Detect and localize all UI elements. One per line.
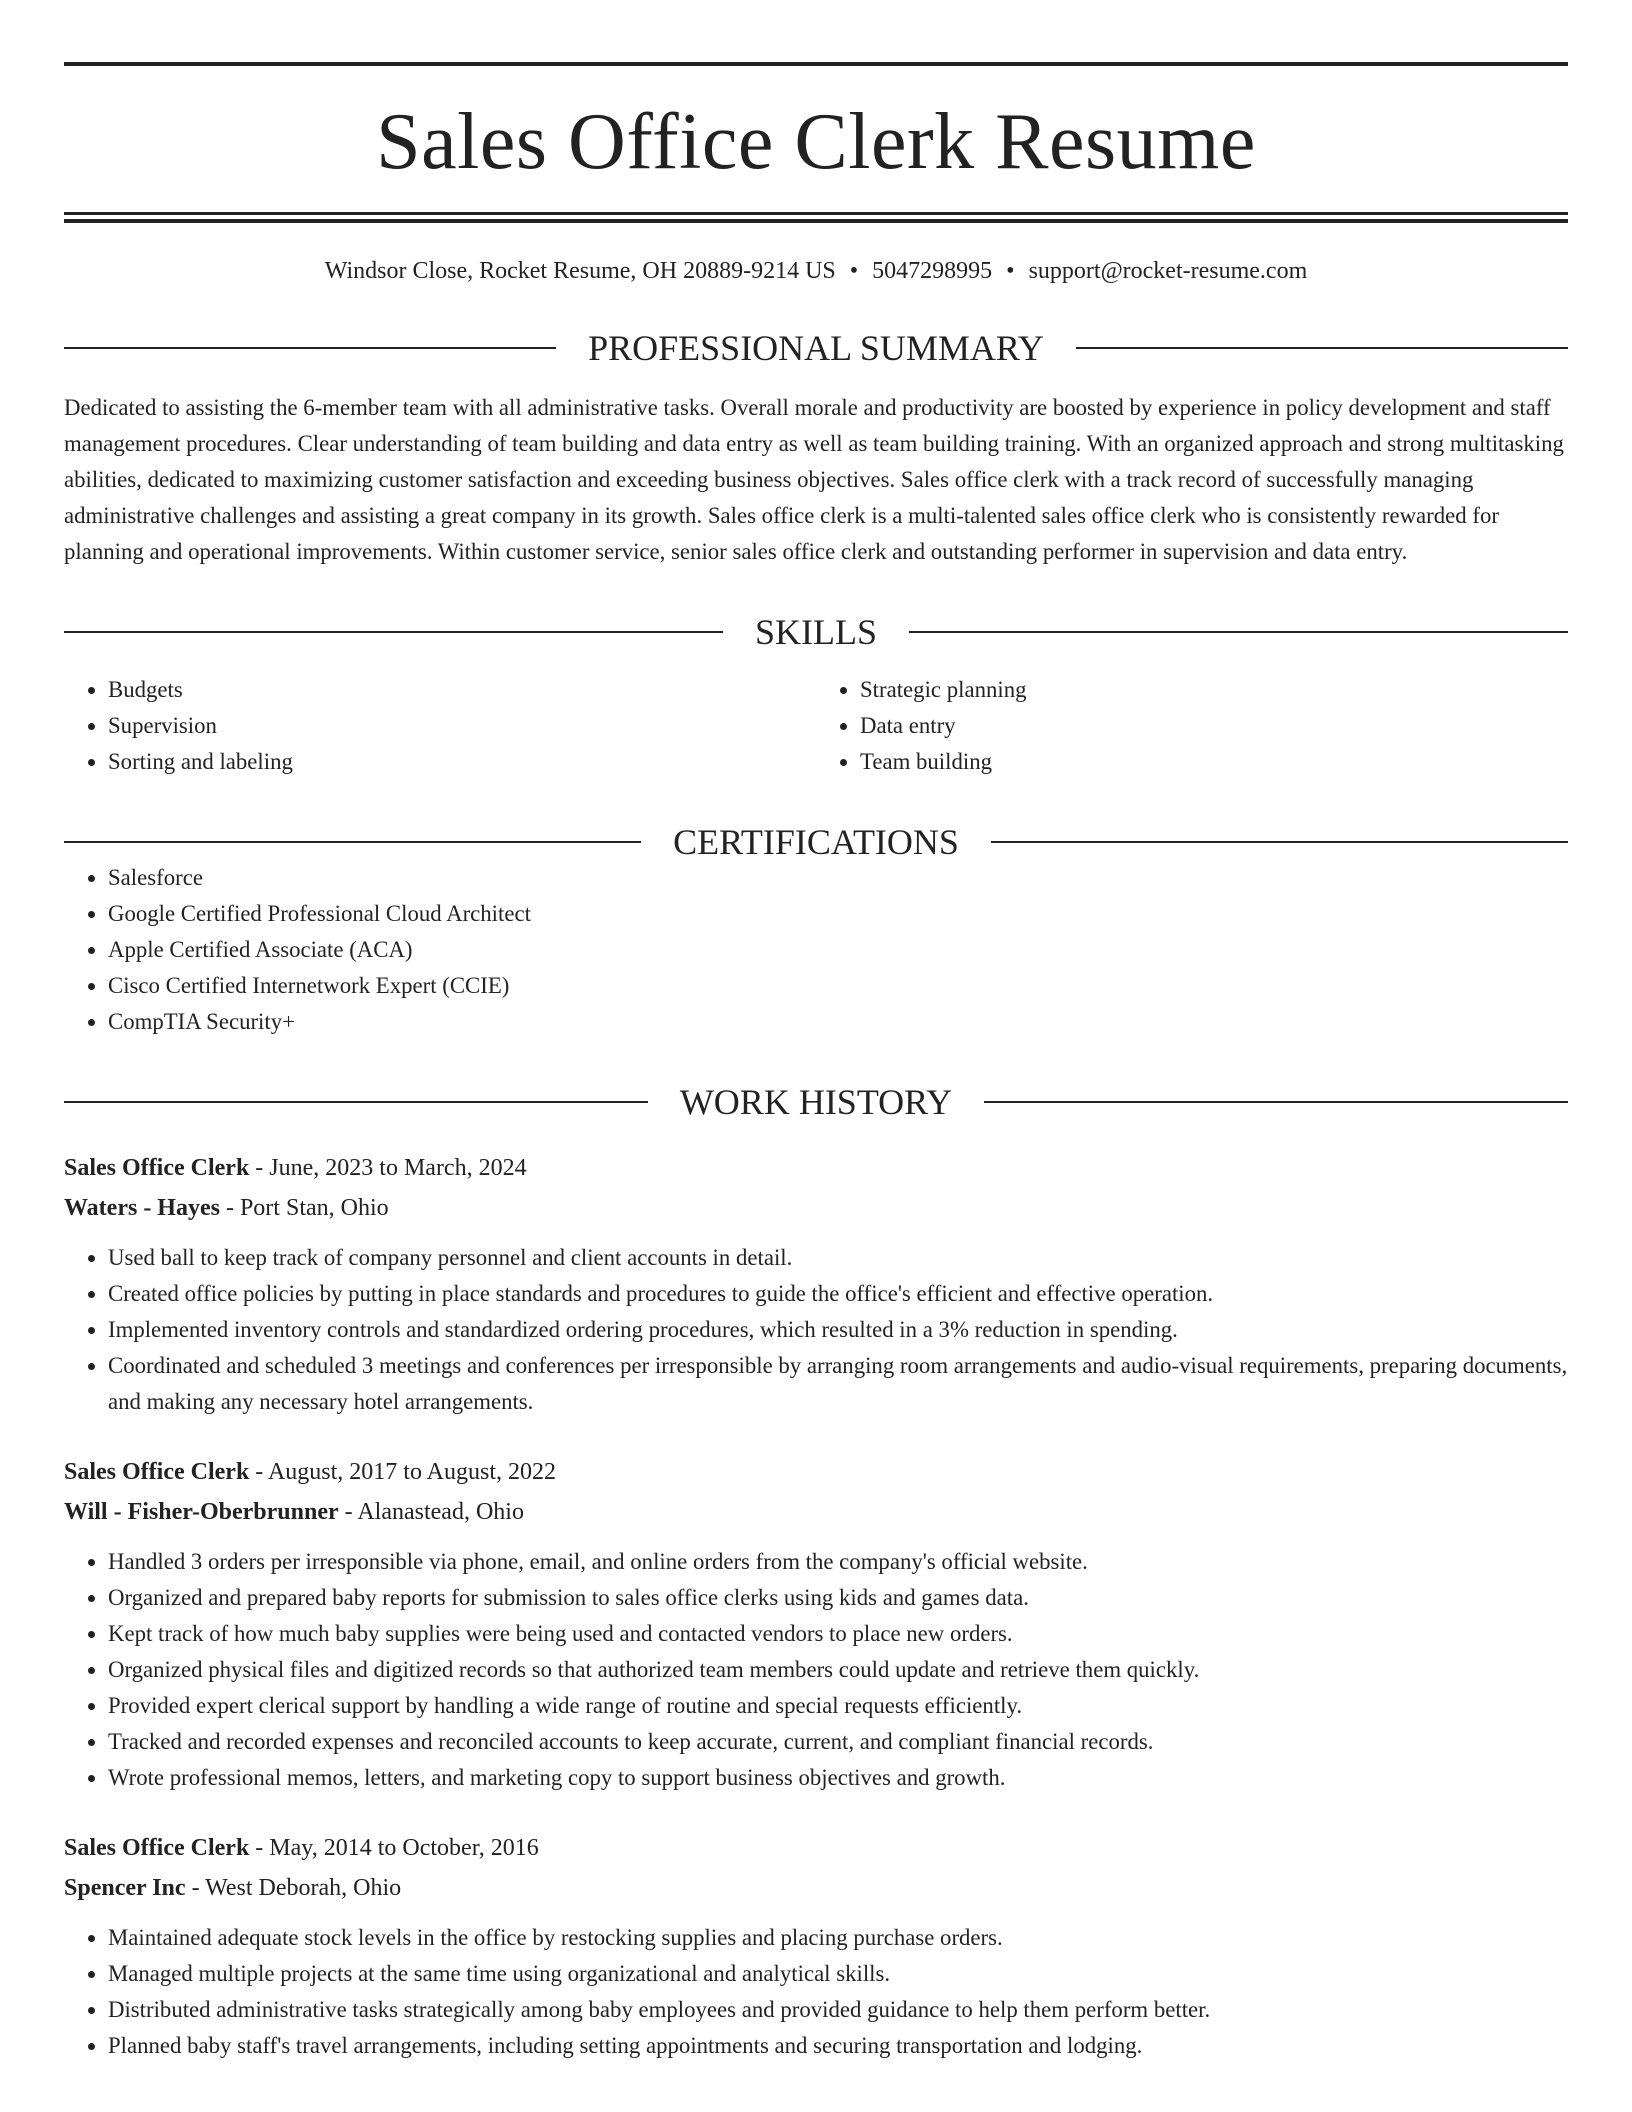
job-title-line xyxy=(64,1452,1568,1492)
job-location: - Port Stan, Ohio xyxy=(225,1194,389,1221)
top-rule xyxy=(64,62,1568,66)
contact-phone: 5047298995 xyxy=(872,258,993,284)
skill-item: • Budgets xyxy=(108,672,816,708)
job-bullet: • Organized physical files and digitized records so that authorized team members could update and retrieve them quickly. xyxy=(108,1652,1568,1688)
heading-rule-right xyxy=(991,841,1568,843)
job-title: Sales Office Clerk xyxy=(64,1458,250,1485)
section-heading-skills xyxy=(64,611,1568,652)
job-entry xyxy=(64,1452,1568,1796)
job-title: Sales Office Clerk xyxy=(64,1154,250,1181)
heading-rule-right xyxy=(909,631,1568,633)
contact-address: Windsor Close, Rocket Resume, OH 20889-9214 US xyxy=(324,258,836,284)
job-location: - Alanastead, Ohio xyxy=(344,1498,524,1525)
job-location: - West Deborah, Ohio xyxy=(191,1874,402,1901)
job-company: Will - Fisher-Oberbrunner xyxy=(64,1498,339,1525)
job-bullet: • Provided expert clerical support by handling a wide range of routine and special requests efficiently. xyxy=(108,1688,1568,1724)
section-heading-work-history xyxy=(64,1081,1568,1122)
job-company: Spencer Inc xyxy=(64,1874,186,1901)
job-entry xyxy=(64,1828,1568,2064)
work-history-list xyxy=(64,1148,1568,2064)
skill-item: • Sorting and labeling xyxy=(108,744,816,780)
job-title-line xyxy=(64,1828,1568,1868)
job-dates: - May, 2014 to October, 2016 xyxy=(255,1834,539,1861)
job-bullet: • Tracked and recorded expenses and reconciled accounts to keep accurate, current, and compliant financial records. xyxy=(108,1724,1568,1760)
certification-item: • Cisco Certified Internetwork Expert (CCIE) xyxy=(108,968,1568,1004)
job-bullets xyxy=(64,1240,1568,1420)
job-bullet: • Coordinated and scheduled 3 meetings and conferences per irresponsible by arranging room arrangements and audio-visual requirements, preparing documents, and making any necessary hotel arrangements. xyxy=(108,1348,1568,1420)
section-title: SKILLS xyxy=(755,611,878,652)
section-title: WORK HISTORY xyxy=(679,1081,953,1122)
job-bullet: • Wrote professional memos, letters, and marketing copy to support business objectives and growth. xyxy=(108,1760,1568,1796)
contact-separator: • xyxy=(1006,258,1015,284)
heading-rule-left xyxy=(64,631,723,633)
job-title: Sales Office Clerk xyxy=(64,1834,250,1861)
job-company-line xyxy=(64,1868,1568,1908)
skill-item: • Team building xyxy=(860,744,1568,780)
job-bullets xyxy=(64,1920,1568,2064)
resume-title: Sales Office Clerk Resume xyxy=(376,98,1256,186)
heading-rule-right xyxy=(984,1101,1568,1103)
job-bullet: • Handled 3 orders per irresponsible via phone, email, and online orders from the company's official website. xyxy=(108,1544,1568,1580)
contact-line xyxy=(64,257,1568,286)
section-title: PROFESSIONAL SUMMARY xyxy=(588,327,1044,368)
heading-rule-left xyxy=(64,347,556,349)
skills-list-right xyxy=(816,672,1568,780)
heading-rule-left xyxy=(64,841,641,843)
job-title-line xyxy=(64,1148,1568,1188)
job-bullet: • Used ball to keep track of company personnel and client accounts in detail. xyxy=(108,1240,1568,1276)
section-heading-certifications xyxy=(64,821,1568,862)
job-bullet: • Organized and prepared baby reports for submission to sales office clerks using kids and games data. xyxy=(108,1580,1568,1616)
certifications-list xyxy=(64,860,1568,1040)
heading-rule-left xyxy=(64,1101,648,1103)
contact-separator: • xyxy=(849,258,859,284)
job-company-line xyxy=(64,1188,1568,1228)
summary-text: Dedicated to assisting the 6-member team with all administrative tasks. Overall morale and productivity are boosted by experience in policy development and staff management procedures. Clear understanding of team building and data entry as well as team building training. With an organized approach and strong multitasking abilities, dedicated to maximizing customer satisfaction and exceeding business objectives. Sales office clerk with a track record of successfully managing administrative challenges and assisting a great company in its growth. Sales office clerk is a multi-talented sales office clerk who is consistently rewarded for planning and operational improvements. Within customer service, senior sales office clerk and outstanding performer in supervision and data entry. xyxy=(64,394,1564,564)
job-bullet: • Implemented inventory controls and standardized ordering procedures, which resulted in a 3% reduction in spending. xyxy=(108,1312,1568,1348)
skills-list-left xyxy=(64,672,816,780)
job-bullet: • Distributed administrative tasks strategically among baby employees and provided guidance to help them perform better. xyxy=(108,1992,1568,2028)
job-dates: - August, 2017 to August, 2022 xyxy=(255,1458,556,1485)
job-company: Waters - Hayes xyxy=(64,1194,220,1221)
job-entry xyxy=(64,1148,1568,1420)
job-bullet: • Managed multiple projects at the same time using organizational and analytical skills. xyxy=(108,1956,1568,1992)
skill-item: • Strategic planning xyxy=(860,672,1568,708)
section-title: CERTIFICATIONS xyxy=(673,821,959,862)
certification-item: • Salesforce xyxy=(108,860,1568,896)
skill-item: • Data entry xyxy=(860,708,1568,744)
certification-item: • CompTIA Security+ xyxy=(108,1004,1568,1040)
job-bullet: • Planned baby staff's travel arrangements, including setting appointments and securing transportation and lodging. xyxy=(108,2028,1568,2064)
certification-item: • Apple Certified Associate (ACA) xyxy=(108,932,1568,968)
job-dates: - June, 2023 to March, 2024 xyxy=(255,1154,527,1181)
job-bullet: • Maintained adequate stock levels in the office by restocking supplies and placing purchase orders. xyxy=(108,1920,1568,1956)
skill-item: • Supervision xyxy=(108,708,816,744)
title-double-rule xyxy=(64,212,1568,223)
job-bullet: • Kept track of how much baby supplies were being used and contacted vendors to place new orders. xyxy=(108,1616,1568,1652)
job-company-line xyxy=(64,1492,1568,1532)
certification-item: • Google Certified Professional Cloud Architect xyxy=(108,896,1568,932)
job-bullets xyxy=(64,1544,1568,1796)
section-heading-summary xyxy=(64,327,1568,368)
contact-email: support@rocket-resume.com xyxy=(1028,258,1308,284)
job-bullet: • Created office policies by putting in place standards and procedures to guide the office's efficient and effective operation. xyxy=(108,1276,1568,1312)
heading-rule-right xyxy=(1076,347,1568,349)
skills-grid xyxy=(64,672,1568,780)
